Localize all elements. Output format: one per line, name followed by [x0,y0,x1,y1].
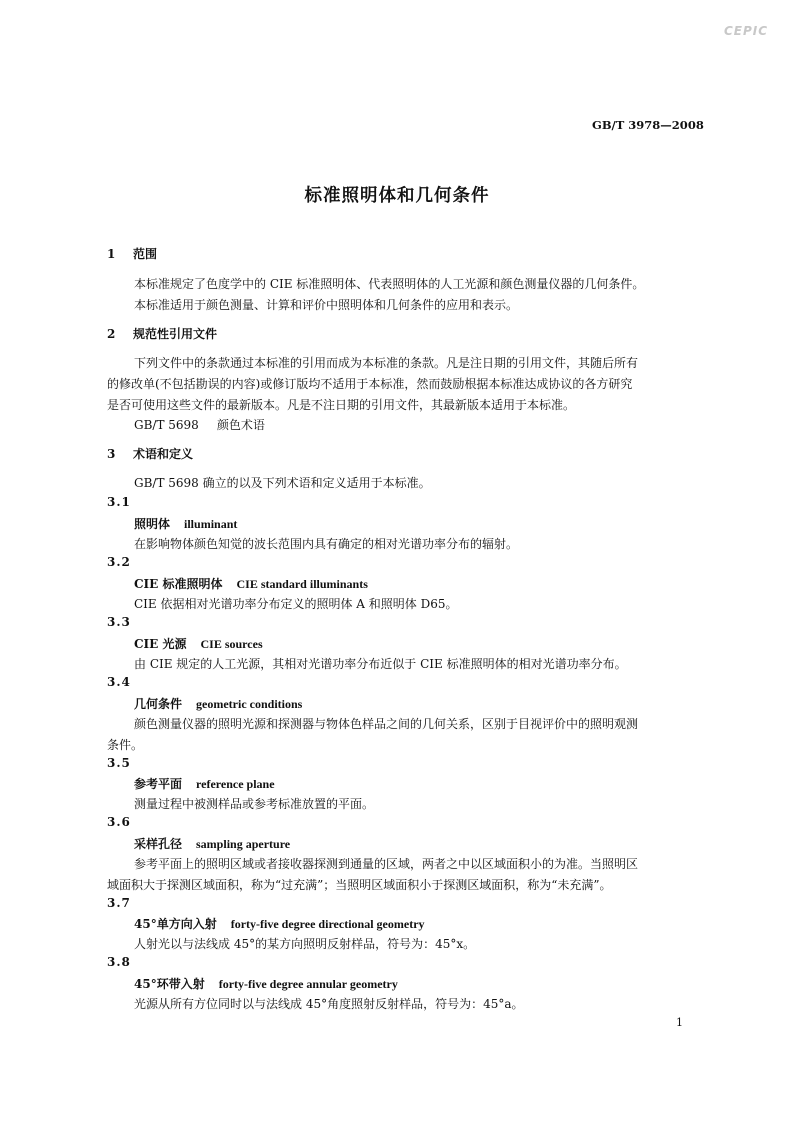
standard-code: GB/T 3978—2008 [592,118,704,132]
term-zh: CIE 光源 [134,637,187,651]
paragraph-line: 的修改单(不包括勘误的内容)或修订版均不适用于本标准，然而鼓励根据本标准达成协议的各方研究 [107,377,633,391]
term-zh: 45°单方向入射 [134,917,217,931]
paragraph: 本标准规定了色度学中的 CIE 标准照明体、代表照明体的人工光源和颜色测量仪器的几何条件。 [134,277,645,291]
term-definition: 条件。 [107,738,144,752]
term-zh: 45°环带入射 [134,977,205,991]
term-number: 3.6 [107,815,131,829]
term-heading [134,975,398,992]
term-definition: 颜色测量仪器的照明光源和探测器与物体色样品之间的几何关系，区别于目视评价中的照明观测 [134,717,639,731]
term-definition: 域面积大于探测区域面积，称为“过充满”；当照明区域面积小于探测区域面积，称为“未充满”。 [107,878,612,892]
term-heading [134,775,275,792]
term-en: geometric conditions [196,697,303,711]
term-definition: 在影响物体颜色知觉的波长范围内具有确定的相对光谱功率分布的辐射。 [134,537,519,551]
term-number: 3.2 [107,555,131,569]
term-zh: 照明体 [134,517,171,531]
section-number: 1 [107,247,116,261]
paragraph-line: 是否可使用这些文件的最新版本。凡是不注日期的引用文件，其最新版本适用于本标准。 [107,398,576,412]
term-en: forty-five degree directional geometry [230,917,425,931]
paragraph: 本标准适用于颜色测量、计算和评价中照明体和几何条件的应用和表示。 [134,298,519,312]
term-number: 3.4 [107,675,131,689]
section-title: 范围 [133,247,158,261]
section-heading-1 [107,245,157,262]
section-title: 规范性引用文件 [133,327,218,341]
term-zh: 采样孔径 [134,837,183,851]
reference-code: GB/T 5698 [134,418,199,432]
term-en: sampling aperture [196,837,291,851]
section-title: 术语和定义 [133,447,194,461]
paragraph: GB/T 5698 确立的以及下列术语和定义适用于本标准。 [134,476,431,490]
term-en: CIE standard illuminants [236,577,368,591]
term-zh: 几何条件 [134,697,183,711]
paragraph-line: 下列文件中的条款通过本标准的引用而成为本标准的条款。凡是注日期的引用文件，其随后所有 [134,356,639,370]
term-definition: 测量过程中被测样品或参考标准放置的平面。 [134,797,375,811]
term-definition: CIE 依据相对光谱功率分布定义的照明体 A 和照明体 D65。 [134,597,458,611]
page-title: 标准照明体和几何条件 [304,186,490,206]
section-number: 3 [107,447,116,461]
term-en: reference plane [196,777,275,791]
term-zh: CIE 标准照明体 [134,577,223,591]
section-number: 2 [107,327,116,341]
page-number: 1 [676,1016,683,1029]
term-definition: 由 CIE 规定的人工光源，其相对光谱功率分布近似于 CIE 标准照明体的相对光谱功率分布。 [134,657,627,671]
term-zh: 参考平面 [134,777,183,791]
reference-title: 颜色术语 [216,418,265,432]
section-heading-2 [107,325,217,342]
term-definition: 人射光以与法线成 45°的某方向照明反射样品，符号为：45°x。 [134,937,476,951]
term-number: 3.5 [107,756,131,770]
term-heading [134,515,237,532]
term-number: 3.8 [107,955,131,969]
term-heading [134,915,425,932]
term-definition: 光源从所有方位同时以与法线成 45°角度照射反射样品，符号为：45°a。 [134,997,524,1011]
term-number: 3.7 [107,896,131,910]
term-en: forty-five degree annular geometry [218,977,398,991]
watermark-logo: CEPIC [724,24,769,38]
term-heading [134,635,263,652]
term-heading [134,695,302,712]
normative-reference [134,416,265,433]
term-heading [134,575,368,592]
term-en: CIE sources [200,637,263,651]
term-number: 3.1 [107,495,131,509]
term-heading [134,835,290,852]
term-definition: 参考平面上的照明区域或者接收器探测到通量的区域，两者之中以区域面积小的为准。当照明区 [134,857,639,871]
section-heading-3 [107,445,193,462]
term-en: illuminant [184,517,238,531]
term-number: 3.3 [107,615,131,629]
